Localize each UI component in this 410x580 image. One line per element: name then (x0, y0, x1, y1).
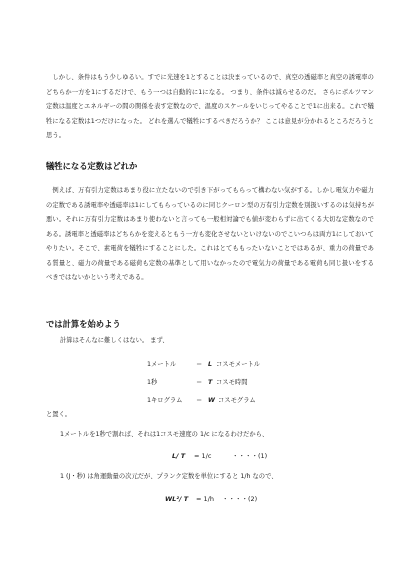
line-angular-momentum: 1 (J・秒) は角運動量の次元だが、プランク定数を単位にすると 1/h なので、 (60, 473, 278, 480)
definition-meter-symbol: L (208, 361, 213, 368)
paragraph-2-text: 例えば、万有引力定数はあまり役に立たないので引き下がってもらって構わない気がする。しかし電気力や磁力の定数である誘電率や透磁率は1にしてもらっているのに同じクーロン型の万有引力定数を別扱いするのは気持ちが悪い。それに万有引力定数はあまり使わないと言っても一般相対論でも値が変わらずに出てくる大切な定数なのである。誘電率と透磁率はどちらかを変えるともう一方も変化させないといけないのでこいつらは両方1にしておいてやりたい。そこで、素電荷を犠牲にすることにした。これはとてももったいないことではあるが、重力の荷量である質量と、磁力の荷量である磁荷も定数の基準として用いなかったので電気力の荷量である電荷も同じ扱いをするべきではないかという考えである。 (46, 187, 374, 281)
definition-second-equals: ＝ (196, 379, 203, 386)
after-definitions-line: と置く。 (46, 411, 72, 418)
definition-second-right: コスモ時間 (216, 379, 248, 386)
equation-2-lhs: WL²/ T (165, 495, 189, 503)
equation-1-rhs: = 1/c (194, 452, 212, 460)
definition-meter-right: コスモメートル (216, 361, 261, 368)
intro-line: 計算はそんなに難しくはない。 まず、 (60, 337, 169, 344)
line-meter-per-second: 1メートルを1秒で割れば、それは1コスモ速度の 1/c になるわけだから、 (60, 431, 269, 438)
section-heading-2-wrap (46, 318, 374, 330)
equation-2-tag: ・・・・(2) (222, 495, 258, 503)
definition-kilogram-equals: ＝ (196, 397, 203, 404)
paragraph-1-text: しかし、条件はもう少しゆるい。すでに光速を1とすることは決まっているので、真空の透磁率と真空の誘電率のどちらか一方を1にするだけで、もう一つは自動的に1になる。 つまり、条件は減らせるのだ。 さらにボルツマン定数は温度とエネルギーの間の関係を表す定数なので、温度のスケールをいじってやることで1に出来る。これで犠牲になる定数は1つだけになった。 どれを選んで犠牲にするべきだろうか？ ここは意見が分かれるところだろうと思う。 (46, 74, 374, 139)
equation-2-rhs: = 1/h (196, 495, 214, 503)
equation-1-tag: ・・・・(1) (232, 452, 268, 460)
section-heading-1-wrap (46, 160, 374, 172)
definition-kilogram-right: コスモグラム (218, 397, 256, 404)
paragraph-2 (46, 184, 374, 286)
definition-meter-left: 1メートル (147, 361, 177, 368)
definition-meter-equals: ＝ (196, 361, 203, 368)
equation-1-lhs: L/ T (172, 452, 186, 460)
paragraph-1 (46, 71, 374, 144)
definition-kilogram-symbol: W (208, 397, 215, 404)
definition-kilogram-left: 1キログラム (147, 397, 183, 404)
definition-second-left: 1秒 (147, 379, 158, 386)
section-heading-sacrificed-constant: 犠牲になる定数はどれか (46, 161, 138, 171)
section-heading-start-calculation: では計算を始めよう (46, 319, 121, 329)
definition-second-symbol: T (208, 379, 213, 386)
